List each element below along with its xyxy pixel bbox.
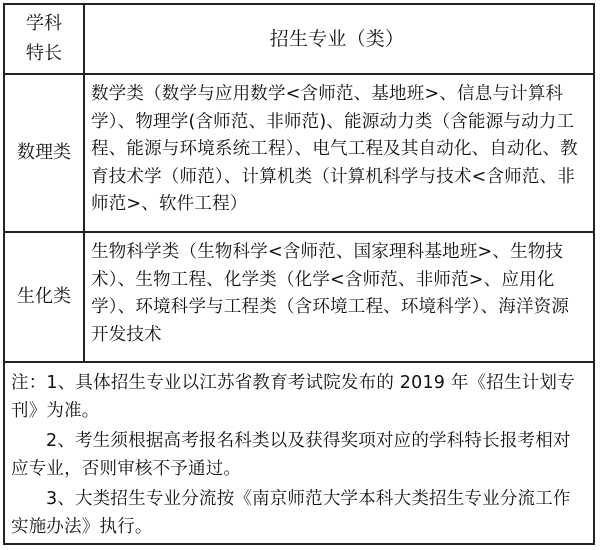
- table-row: [5, 233, 593, 363]
- header-majors-cell: 招生专业（类）: [269, 28, 405, 51]
- majors-cell: 生物科学类（生物科学<含师范、国家理科基地班>、生物技术）、生物工程、化学类（化学<含师范、非师范>、应用化学）、环境科学与工程类（含环境工程、环境科学）、海洋资源开发技术: [91, 242, 570, 345]
- note-2: 2、考生须根据高考报名科类以及获得奖项对应的学科特长报考相对应专业，否则审核不予通过。: [11, 431, 571, 479]
- table-row: [5, 75, 593, 233]
- note-3: 3、大类招生专业分流按《南京师范大学本科大类招生专业分流工作实施办法》执行。: [11, 489, 571, 537]
- table-header-row: [5, 5, 593, 75]
- admission-table: [3, 3, 595, 545]
- header-specialty-cell: [5, 5, 85, 73]
- note-1: 注：1、具体招生专业以江苏省教育考试院发布的 2019 年《招生计划专刊》为准。: [11, 373, 575, 421]
- specialty-cell: 生化类: [5, 233, 85, 361]
- notes-section: [5, 363, 593, 543]
- majors-cell: 数学类（数学与应用数学<含师范、基地班>、信息与计算科学）、物理学(含师范、非师范)、能源动力类（含能源与动力工程、能源与环境系统工程）、电气工程及其自动化、自动化、教育技术学（师范）、计算机类（计算机科学与技术<含师范、非师范>、软件工程）: [91, 84, 578, 214]
- header-specialty-line1: 学科: [26, 13, 62, 34]
- specialty-cell: 数理类: [5, 75, 85, 231]
- header-specialty-line2: 特长: [26, 43, 62, 64]
